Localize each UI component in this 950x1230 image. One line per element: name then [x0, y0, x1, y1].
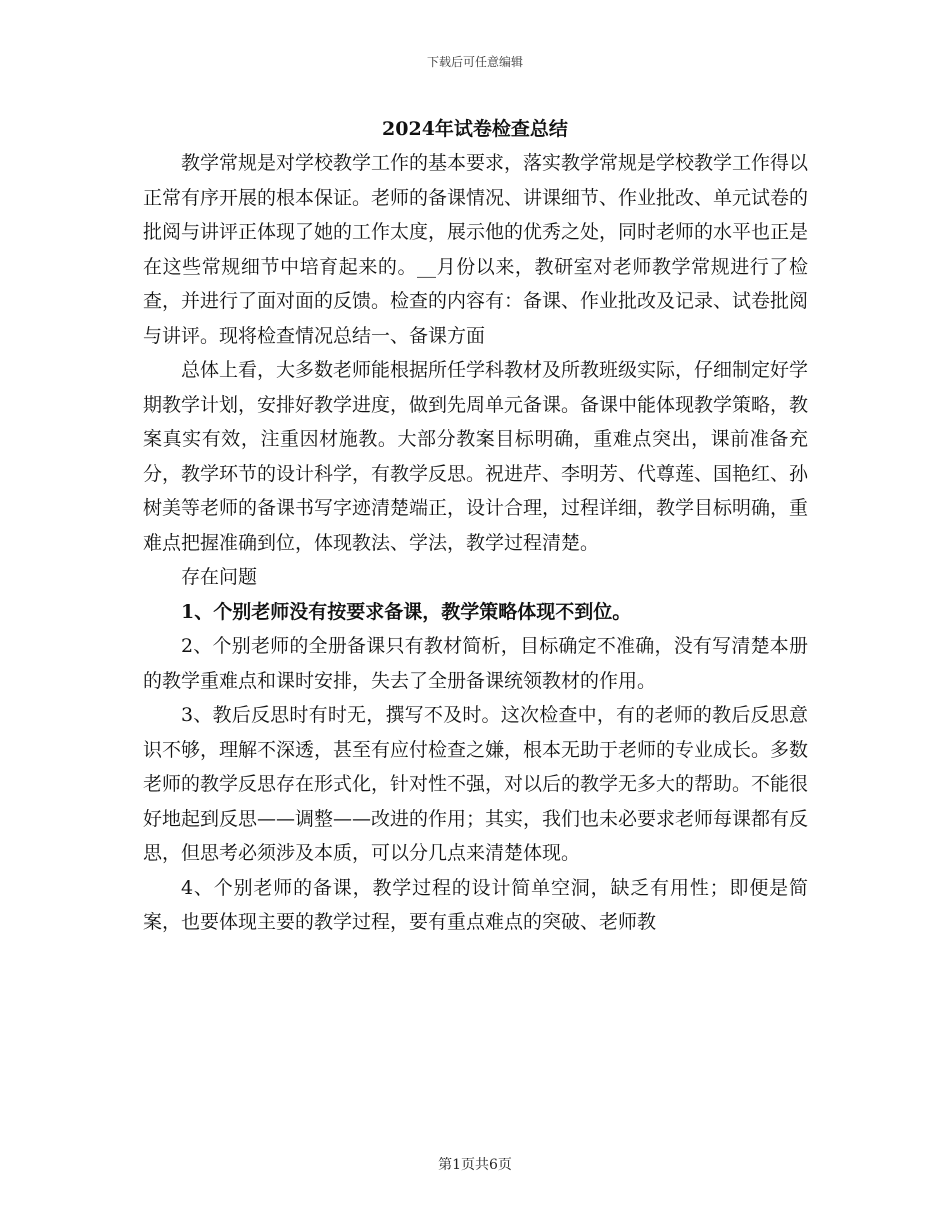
paragraph-intro: 教学常规是对学校教学工作的基本要求，落实教学常规是学校教学工作得以正常有序开展的根本保证。老师的备课情况、讲课细节、作业批改、单元试卷的批阅与讲评正体现了她的工作太度，展示他的优秀之处，同时老师的水平也正是在这些常规细节中培育起来的。__月份以来，教研室对老师教学常规进行了检查，并进行了面对面的反馈。检查的内容有：备课、作业批改及记录、试卷批阅与讲评。现将检查情况总结一、备课方面 — [143, 152, 809, 347]
page-indicator: 第1页共6页 — [438, 1157, 512, 1173]
paragraph-overview: 总体上看，大多数老师能根据所任学科教材及所教班级实际，仔细制定好学期教学计划，安排好教学进度，做到先周单元备课。备课中能体现教学策略，教案真实有效，注重因材施教。大部分教案目标明确，重难点突出，课前准备充分，教学环节的设计科学，有教学反思。祝进芹、李明芳、代尊莲、国艳红、孙树美等老师的备课书写字迹清楚端正，设计合理，过程详细，教学目标明确，重难点把握准确到位，体现教法、学法，教学过程清楚。 — [143, 359, 809, 554]
paragraph-issues-heading: 存在问题 — [181, 566, 258, 588]
paragraph-issue-1: 1、个别老师没有按要求备课，教学策略体现不到位。 — [181, 600, 632, 623]
document-body — [143, 146, 808, 940]
paragraph-issue-4: 4、个别老师的备课，教学过程的设计简单空洞，缺乏有用性；即便是简案，也要体现主要的教学过程，要有重点难点的突破、老师教 — [143, 876, 808, 933]
header-note: 下载后可任意编辑 — [426, 55, 523, 69]
paragraph-issue-2: 2、个别老师的全册备课只有教材简析，目标确定不准确，没有写清楚本册的教学重难点和课时安排，失去了全册备课统领教材的作用。 — [143, 635, 808, 692]
paragraph-issue-3: 3、教后反思时有时无，撰写不及时。这次检查中，有的老师的教后反思意识不够，理解不深透，甚至有应付检查之嫌，根本无助于老师的专业成长。多数老师的教学反思存在形式化，针对性不强，对以后的教学无多大的帮助。不能很好地起到反思——调整——改进的作用；其实，我们也未必要求老师每课都有反思，但思考必须涉及本质，可以分几点来清楚体现。 — [143, 704, 809, 864]
document-title: 2024年试卷检查总结 — [382, 118, 568, 140]
